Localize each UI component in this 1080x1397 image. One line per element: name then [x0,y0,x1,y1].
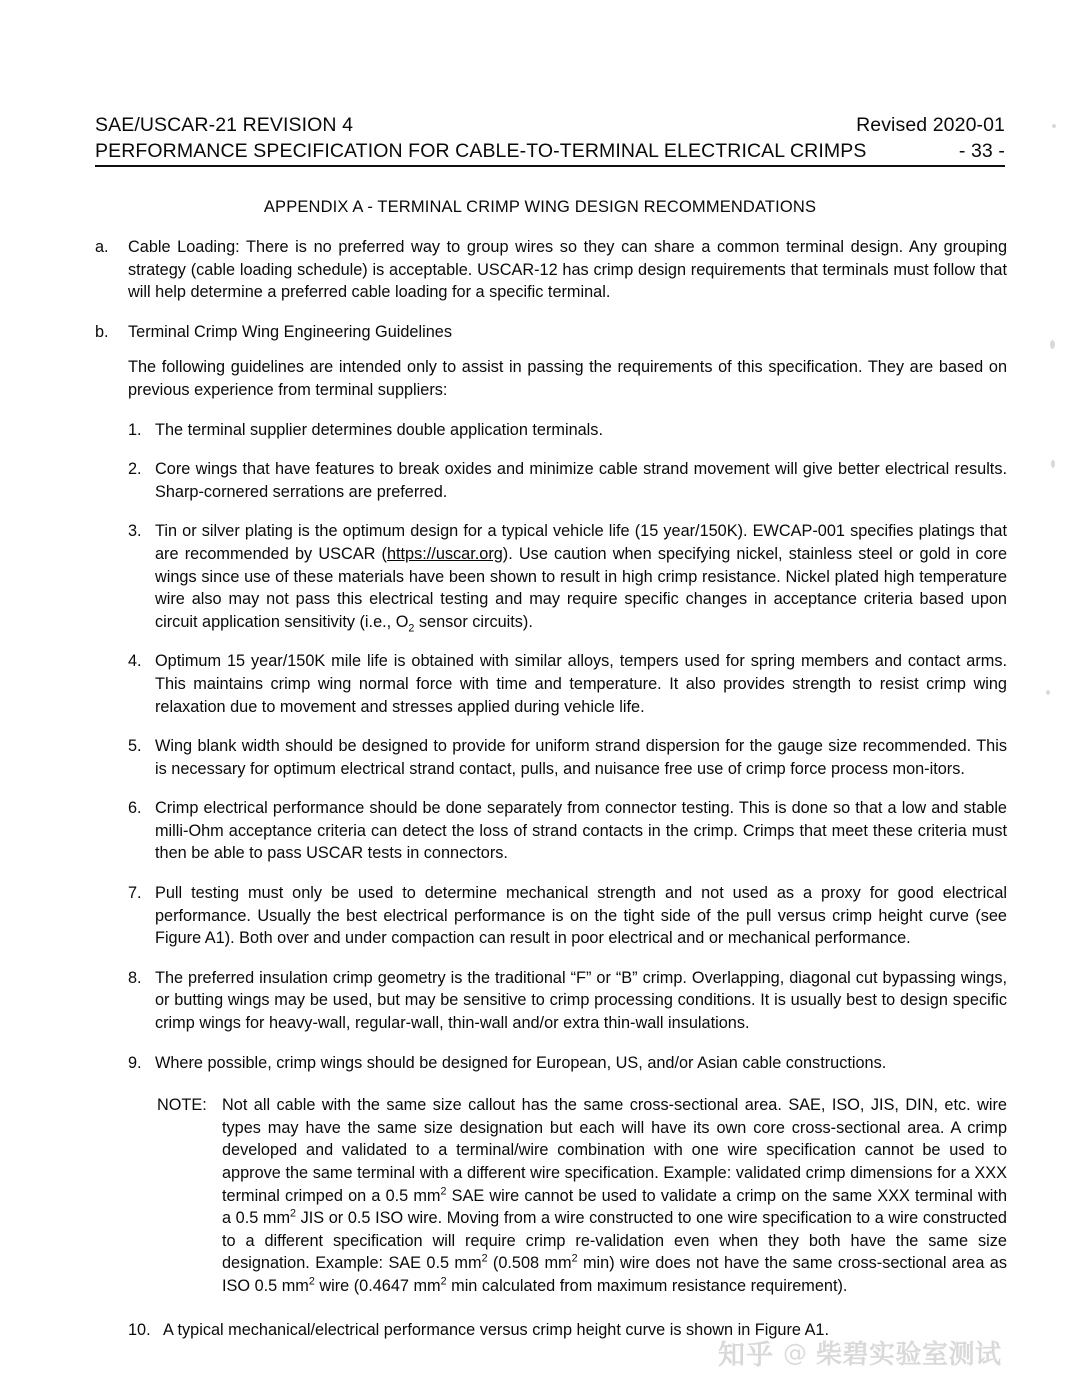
note-text-p6: wire (0.4647 mm [314,1276,441,1295]
list-marker-a: a. [95,238,109,256]
list-text-6: Crimp electrical performance should be done separately from connector testing. This is done so that a low and stable milli-Ohm acceptance criteria can detect the loss of strand contacts in the crimp. Crimps that meet these criteria must then be able to pass USCAR tests in connectors. [155,799,1007,863]
list-text-3-part1: Tin or silver plating is the optimum design for a typical vehicle life (15 year/150K). EWCAP-001 specifies platings that are recommended by USCAR ( [155,522,1007,563]
list-marker-7: 7. [128,884,142,903]
list-text-1: The terminal supplier determines double application terminals. [155,420,603,439]
mm2-superscript-3: 2 [481,1252,488,1265]
scan-speckle [1046,690,1050,695]
list-marker-1: 1. [128,420,142,439]
note-block [157,1094,1007,1297]
scan-speckle [1050,340,1055,349]
list-marker-6: 6. [128,799,142,818]
note-text-p1: Not all cable with the same size callout has the same cross-sectional area. SAE, ISO, JIS, DIN, etc. wire types may have the same size designation but each will have its own core cross-sectional area. A crimp developed and validated to a terminal/wire combination with one wire specification cannot be used to approve the same terminal with a different wire specification. Example: validated crimp dimensions for a XXX terminal crimped on a 0.5 mm [222,1096,1007,1205]
list-item-7 [128,882,1007,950]
header-line-1 [95,112,1005,138]
list-item-5 [128,735,1007,780]
zhihu-logo: 知乎 [718,1340,774,1371]
list-text-9: Where possible, crimp wings should be designed for European, US, and/or Asian cable constructions. [155,1053,887,1072]
at-symbol-icon: @ [783,1338,807,1367]
uscar-website-link[interactable]: https://uscar.org [386,544,503,563]
list-item-2 [128,458,1007,503]
list-text-10: A typical mechanical/electrical performance versus crimp height curve is shown in Figure A1. [163,1320,830,1339]
list-marker-9: 9. [128,1053,142,1072]
note-text-p4: (0.508 mm [487,1254,572,1273]
list-item-9 [128,1052,1007,1075]
scan-speckle [1052,124,1056,128]
list-text-3-part2: ). Use caution when specifying nickel, stainless steel or gold in core wings since use of these materials have been shown to result in high crimp resistance. Nickel plated high temperature wire also may not pass this electrical testing and may require specific changes in acceptance criteria based upon circuit application sensitivity (i.e., O [155,544,1008,631]
document-number: SAE/USCAR-21 REVISION 4 [95,114,354,136]
guidelines-intro-paragraph: The following guidelines are intended only to assist in passing the requirements of this specification. They are based on previous experience from terminal suppliers: [128,358,1007,399]
page-header [95,112,1005,167]
list-text-3-part3: sensor circuits). [414,612,533,631]
list-item-b [95,321,1007,344]
document-title: PERFORMANCE SPECIFICATION FOR CABLE-TO-TERMINAL ELECTRICAL CRIMPS [95,140,867,162]
list-marker-b: b. [95,322,109,341]
note-label: NOTE: [157,1096,207,1115]
list-text-a: Cable Loading: There is no preferred way to group wires so they can share a common terminal design. Any grouping strategy (cable loading schedule) is acceptable. USCAR-12 has crimp design requirements that terminals must follow that will help determine a preferred cable loading for a specific terminal. [128,238,1007,302]
note-text [222,1094,1007,1297]
list-text-3 [155,520,1007,633]
list-item-1 [128,419,1007,442]
mm2-superscript-4: 2 [571,1252,578,1265]
list-marker-4: 4. [128,652,142,671]
mm2-superscript-1: 2 [440,1185,447,1198]
list-item-8 [128,967,1007,1035]
page-number: - 33 - [958,140,1005,162]
note-text-p5: min) wire does not have the same cross-sectional area as ISO 0.5 mm [222,1254,1007,1295]
scan-speckle [1051,460,1055,468]
list-text-5: Wing blank width should be designed to provide for uniform strand dispersion for the gauge size recommended. This is necessary for optimum electrical strand contact, pulls, and nuisance free use of crimp force process mon-itors. [155,737,1007,778]
list-marker-10: 10. [128,1320,151,1339]
note-text-p3: JIS or 0.5 ISO wire. Moving from a wire constructed to one wire specification to a wire constructed to a different specification will require crimp re-validation even when they both have the same size designation. Example: SAE 0.5 mm [222,1209,1007,1273]
list-marker-8: 8. [128,968,142,987]
oxygen-subscript: 2 [408,621,415,634]
list-text-8: The preferred insulation crimp geometry is the traditional “F” or “B” crimp. Overlapping, diagonal cut bypassing wings, or butting wings may be used, but may be sensitive to crimp processing conditions. It is usually best to design specific crimp wings for heavy-wall, regular-wall, thin-wall and/or extra thin-wall insulations. [155,968,1007,1033]
document-body [95,236,1007,1358]
list-item-10 [128,1319,1007,1342]
list-text-4: Optimum 15 year/150K mile life is obtained with similar alloys, tempers used for spring members and contact arms. This maintains crimp wing normal force with time and temperature. It also provides strength to resist crimp wing relaxation due to movement and stresses applied during vehicle life. [155,652,1007,716]
list-item-3 [128,520,1007,633]
list-item-a [95,236,1007,304]
list-text-2: Core wings that have features to break oxides and minimize cable strand movement will give better electrical results. Sharp-cornered serrations are preferred. [155,460,1007,501]
watermark-username: 柴碧实验室测试 [816,1340,1002,1370]
note-text-p2: SAE wire cannot be used to validate a crimp on the same XXX terminal with a 0.5 mm [222,1186,1008,1228]
list-marker-2: 2. [128,460,142,479]
list-item-6 [128,797,1007,865]
list-marker-3: 3. [128,522,142,541]
header-line-2 [95,138,1005,167]
mm2-superscript-6: 2 [440,1275,447,1288]
list-text-b: Terminal Crimp Wing Engineering Guidelines [128,322,452,341]
mm2-superscript-5: 2 [308,1275,315,1288]
list-item-4 [128,650,1007,718]
list-marker-5: 5. [128,737,142,756]
appendix-title: APPENDIX A - TERMINAL CRIMP WING DESIGN RECOMMENDATIONS [263,198,817,216]
mm2-superscript-2: 2 [290,1207,297,1220]
revision-date: Revised 2020-01 [856,114,1005,136]
list-text-7: Pull testing must only be used to determine mechanical strength and not used as a proxy for good electrical performance. Usually the best electrical performance is on the tight side of the pull versus crimp height curve (see Figure A1). Both over and under compaction can result in poor electrical and or mechanical performance. [155,884,1007,948]
note-text-p7: min calculated from maximum resistance requirement). [446,1276,848,1295]
